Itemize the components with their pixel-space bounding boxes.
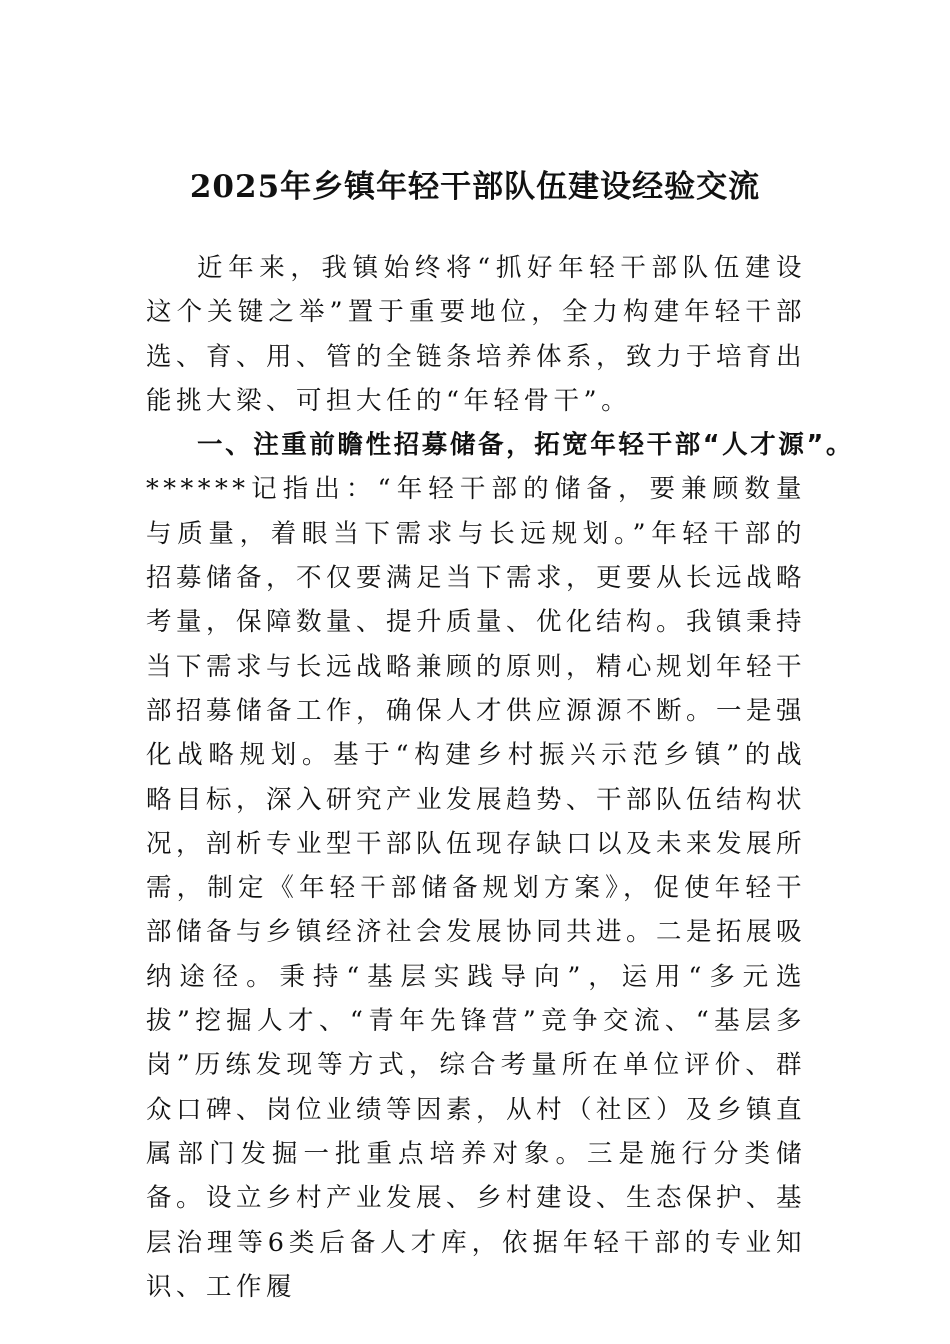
document-body (146, 246, 854, 1309)
intro-paragraph: 近年来，我镇始终将“抓好年轻干部队伍建设这个关键之举”置于重要地位，全力构建年轻干部选、育、用、管的全链条培养体系，致力于培育出能挑大梁、可担大任的“年轻骨干”。 (146, 253, 807, 416)
document-title: 2025年乡镇年轻干部队伍建设经验交流 (189, 169, 761, 205)
section-1-heading: 一、注重前瞻性招募储备，拓宽年轻干部“人才源”。 (197, 430, 854, 461)
section-1-body: ******记指出：“年轻干部的储备，要兼顾数量与质量，着眼当下需求与长远规划。”年轻干部的招募储备，不仅要满足当下需求，更要从长远战略考量，保障数量、提升质量、优化结构。我镇秉持当下需求与长远战略兼顾的原则，精心规划年轻干部招募储备工作，确保人才供应源源不断。一是强化战略规划。基于“构建乡村振兴示范乡镇”的战略目标，深入研究产业发展趋势、干部队伍结构状况，剖析专业型干部队伍现存缺口以及未来发展所需，制定《年轻干部储备规划方案》，促使年轻干部储备与乡镇经济社会发展协同共进。二是拓展吸纳途径。秉持“基层实践导向”，运用“多元选拔”挖掘人才、“青年先锋营”竞争交流、“基层多岗”历练发现等方式，综合考量所在单位评价、群众口碑、岗位业绩等因素，从村（社区）及乡镇直属部门发掘一批重点培养对象。三是施行分类储备。设立乡村产业发展、乡村建设、生态保护、基层治理等6类后备人才库，依据年轻干部的专业知识、工作履 (146, 474, 807, 1302)
